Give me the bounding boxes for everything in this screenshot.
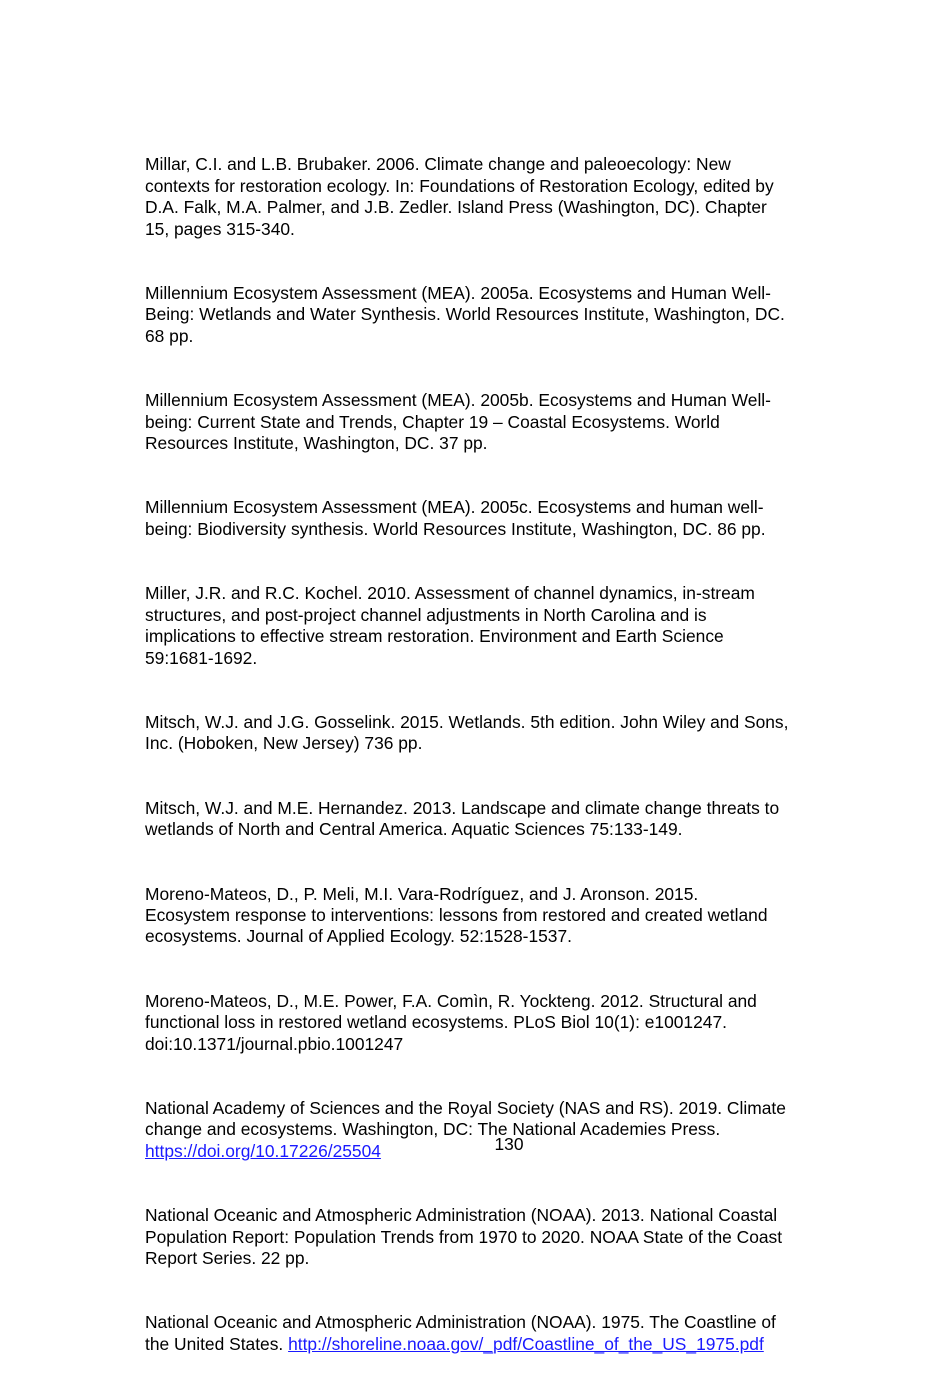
reference-text: Millennium Ecosystem Assessment (MEA). 2005c. Ecosystems and human well- being: Biodiversity synthesis. World Resources Institute, Washington, DC. 86 pp. xyxy=(145,497,766,539)
reference-text: Moreno-Mateos, D., M.E. Power, F.A. Comìn, R. Yockteng. 2012. Structural and functional loss in restored wetland ecosystems. PLoS Biol 10(1): e1001247. doi:10.1371/journal.pbio.1001247 xyxy=(145,990,757,1054)
reference-entry xyxy=(145,562,845,669)
reference-entry xyxy=(145,1291,845,1355)
reference-entry xyxy=(145,262,845,348)
reference-text: Mitsch, W.J. and J.G. Gosselink. 2015. Wetlands. 5th edition. John Wiley and Sons, Inc. (Hoboken, New Jersey) 736 pp. xyxy=(145,711,789,754)
reference-text: Millennium Ecosystem Assessment (MEA). 2005a. Ecosystems and Human Well- Being: Wetlands and Water Synthesis. World Resources Institute, Washington, DC. 68 pp. xyxy=(145,283,785,346)
reference-text: National Oceanic and Atmospheric Administration (NOAA). 1975. The Coastline of the United States. xyxy=(145,1312,776,1354)
doi-link[interactable]: https://doi.org/10.17226/25504 xyxy=(145,1140,381,1161)
pdf-link[interactable]: http://shoreline.noaa.gov/_pdf/Coastline_of_the_US_1975.pdf xyxy=(288,1333,764,1354)
page-number: 130 xyxy=(494,1134,524,1154)
reference-entry xyxy=(145,969,845,1055)
reference-text: National Oceanic and Atmospheric Administration (NOAA). 2013. National Coastal Population Report: Population Trends from 1970 to 2020. NOAA State of the Coast Report Series. 22 pp. xyxy=(145,1205,783,1268)
reference-entry xyxy=(145,1184,845,1270)
reference-text: Millennium Ecosystem Assessment (MEA). 2005b. Ecosystems and Human Well- being: Current State and Trends, Chapter 19 – Coastal Ecosystems. World Resources Institute, Washington, DC. 37 pp. xyxy=(145,390,771,454)
reference-entry xyxy=(145,862,845,948)
reference-list xyxy=(145,133,845,1377)
reference-entry xyxy=(145,133,845,240)
reference-entry xyxy=(145,369,845,455)
reference-text: Mitsch, W.J. and M.E. Hernandez. 2013. Landscape and climate change threats to wetlands of North and Central America. Aquatic Sciences 75:133-149. xyxy=(145,797,780,840)
reference-entry xyxy=(145,476,845,540)
reference-entry xyxy=(145,691,845,755)
reference-text: National Academy of Sciences and the Royal Society (NAS and RS). 2019. Climate change and ecosystems. Washington, DC: The National Academies Press. xyxy=(145,1097,786,1140)
reference-text: Millar, C.I. and L.B. Brubaker. 2006. Climate change and paleoecology: New contexts for restoration ecology. In: Foundations of Restoration Ecology, edited by D.A. Falk, M.A. Palmer, and J.B. Zedler. Island Press (Washington, DC). Chapter 15, pages 315-340. xyxy=(145,154,774,239)
reference-text: Moreno-Mateos, D., P. Meli, M.I. Vara-Rodríguez, and J. Aronson. 2015. Ecosystem response to interventions: lessons from restored and created wetland ecosystems. Journal of Applied Ecology. 52:1528-1537. xyxy=(145,883,768,947)
reference-text: Miller, J.R. and R.C. Kochel. 2010. Assessment of channel dynamics, in-stream structures, and post-project channel adjustments in North Carolina and is implications to effective stream restoration. Environment and Earth Science 59:1681-1692. xyxy=(145,583,755,668)
reference-entry xyxy=(145,776,845,840)
